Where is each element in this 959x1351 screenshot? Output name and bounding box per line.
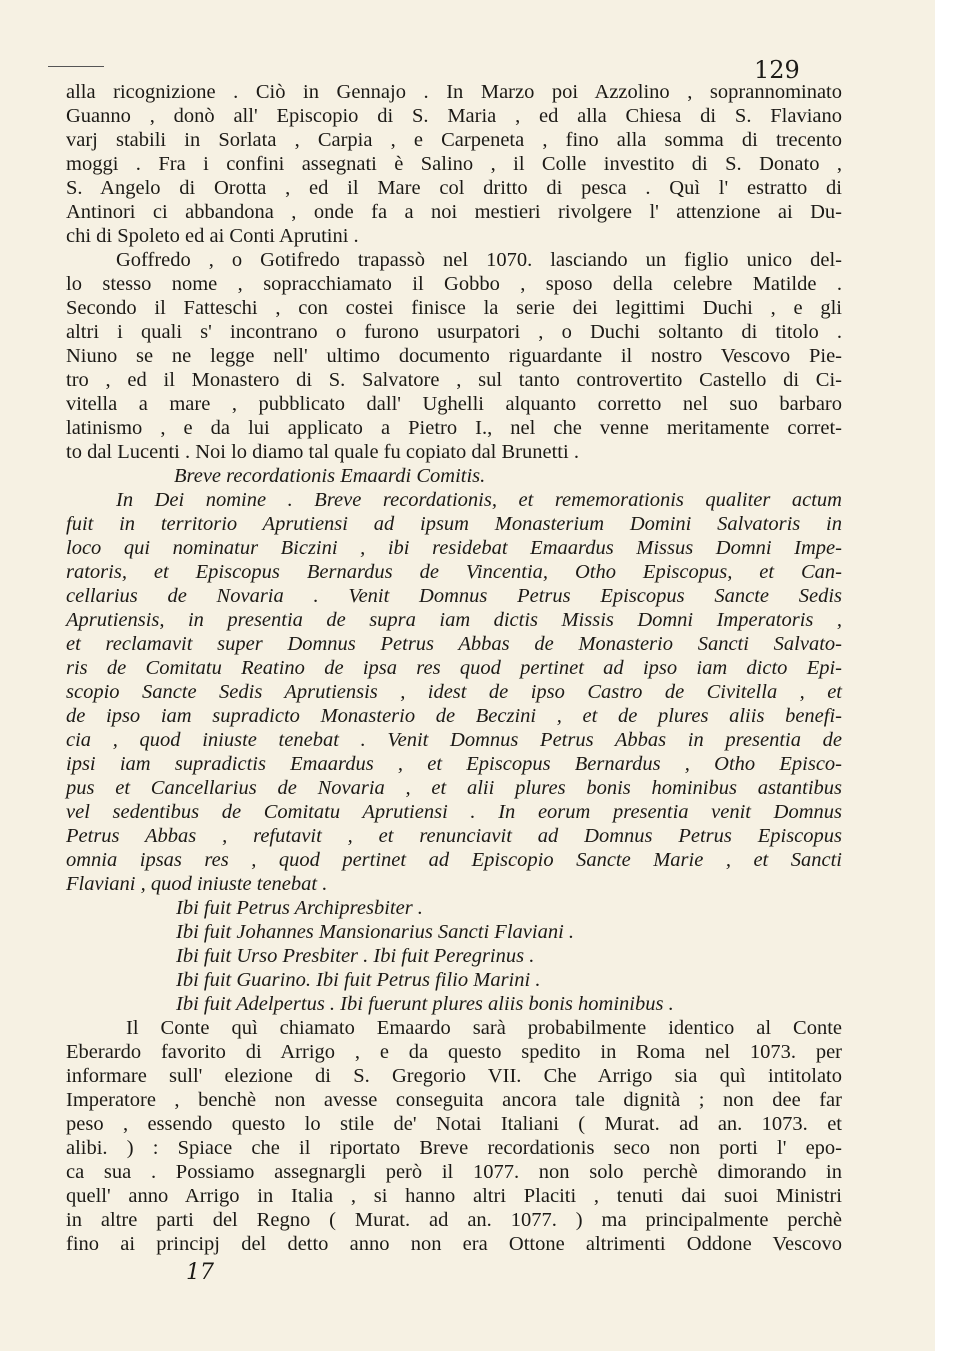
text-line: tro , ed il Monastero di S. Salvatore , sul tanto controvertito Castello di Ci- bbox=[66, 369, 842, 391]
latin-line: ratoris, et Episcopus Bernardus de Vincentia, Otho Episcopus, et Can- bbox=[66, 561, 842, 583]
document-title: Breve recordationis Emaardi Comitis. bbox=[174, 465, 486, 487]
text-line: chi di Spoleto ed ai Conti Aprutini . bbox=[66, 225, 359, 247]
witness-line: Ibi fuit Adelpertus . Ibi fuerunt plures aliis bonis hominibus . bbox=[176, 993, 674, 1015]
latin-line: loco qui nominatur Biczini , ibi residebat Emaardus Missus Domni Impe- bbox=[66, 537, 842, 559]
text-line: Niuno se ne legge nell' ultimo documento riguardante il nostro Vescovo Pie- bbox=[66, 345, 842, 367]
text-line: quell' anno Arrigo in Italia , si hanno altri Placiti , tenuti dai suoi Ministri bbox=[66, 1185, 842, 1207]
text-line: Goffredo , o Gotifredo trapassò nel 1070. lasciando un figlio unico del- bbox=[116, 249, 842, 271]
latin-line: cellarius de Novaria . Venit Domnus Petrus Episcopus Sancte Sedis bbox=[66, 585, 842, 607]
latin-line: et reclamavit super Domnus Petrus Abbas de Monasterio Sancti Salvato- bbox=[66, 633, 842, 655]
text-line: altri i quali s' incontrano o furono usurpatori , o Duchi soltanto di titolo . bbox=[66, 321, 842, 343]
witness-line: Ibi fuit Urso Presbiter . Ibi fuit Peregrinus . bbox=[176, 945, 535, 967]
latin-line: ris de Comitatu Reatino de ipsa res quod pertinet ad ipso iam dicto Epi- bbox=[66, 657, 842, 679]
text-line: peso , essendo questo lo stile de' Notai Italiani ( Murat. ad an. 1073. et bbox=[66, 1113, 842, 1135]
latin-line: fuit in territorio Aprutiensi ad ipsum Monasterium Domini Salvatoris in bbox=[66, 513, 842, 535]
latin-line: omnia ipsas res , quod pertinet ad Episcopio Sancte Marie , et Sancti bbox=[66, 849, 842, 871]
text-line: to dal Lucenti . Noi lo diamo tal quale fu copiato dal Brunetti . bbox=[66, 441, 579, 463]
latin-line: de ipso iam supradicto Monasterio de Beczini , et de plures aliis benefi- bbox=[66, 705, 842, 727]
text-line: informare sull' elezione di S. Gregorio VII. Che Arrigo sia quì intitolato bbox=[66, 1065, 842, 1087]
text-line: latinismo , e da lui applicato a Pietro I., nel che venne meritamente corret- bbox=[66, 417, 842, 439]
latin-line: In Dei nomine . Breve recordationis, et rememorationis qualiter actum bbox=[116, 489, 842, 511]
signature-mark: 17 bbox=[186, 1260, 214, 1285]
witness-line: Ibi fuit Guarino. Ibi fuit Petrus filio Marini . bbox=[176, 969, 541, 991]
body-text bbox=[66, 80, 842, 1256]
text-line: vitella a mare , pubblicato dall' Ughelli alquanto corretto nel suo barbaro bbox=[66, 393, 842, 415]
latin-line: cia , quod iniuste tenebat . Venit Domnus Petrus Abbas in presentia de bbox=[66, 729, 842, 751]
latin-line: ipsi iam supradictis Emaardus , et Episcopus Bernardus , Otho Episco- bbox=[66, 753, 842, 775]
text-line: moggi . Fra i confini assegnati è Salino , il Colle investito di S. Donato , bbox=[66, 153, 842, 175]
text-line: alibi. ) : Spiace che il riportato Breve recordationis seco non porti l' epo- bbox=[66, 1137, 842, 1159]
latin-line: vel sedentibus de Comitatu Aprutiensi . In eorum presentia venit Domnus bbox=[66, 801, 842, 823]
text-line: ca sua . Possiamo assegnargli però il 1077. non solo perchè dimorando in bbox=[66, 1161, 842, 1183]
witness-line: Ibi fuit Johannes Mansionarius Sancti Flaviani . bbox=[176, 921, 575, 943]
latin-line: scopio Sancte Sedis Aprutiensis , idest de ipso Castro de Civitella , et bbox=[66, 681, 842, 703]
witness-line: Ibi fuit Petrus Archipresbiter . bbox=[176, 897, 423, 919]
text-line: fino ai principj del detto anno non era Ottone altrimenti Oddone Vescovo bbox=[66, 1233, 842, 1255]
page-edge bbox=[935, 0, 959, 1351]
latin-line: Aprutiensis, in presentia de supra iam dictis Missis Domni Imperatoris , bbox=[66, 609, 842, 631]
text-line: Il Conte quì chiamato Emaardo sarà probabilmente identico al Conte bbox=[126, 1017, 842, 1039]
text-line: Guanno , donò all' Episcopio di S. Maria , ed alla Chiesa di S. Flaviano bbox=[66, 105, 842, 127]
text-line: varj stabili in Sorlata , Carpia , e Carpeneta , fino alla somma di trecento bbox=[66, 129, 842, 151]
text-line: in altre parti del Regno ( Murat. ad an. 1077. ) ma principalmente perchè bbox=[66, 1209, 842, 1231]
text-line: S. Angelo di Orotta , ed il Mare col dritto di pesca . Quì l' estratto di bbox=[66, 177, 842, 199]
latin-line: pus et Cancellarius de Novaria , et alii plures bonis hominibus astantibus bbox=[66, 777, 842, 799]
page-number: 129 bbox=[754, 56, 800, 84]
text-line: Imperatore , benchè non avesse conseguita ancora tale dignità ; non dee far bbox=[66, 1089, 842, 1111]
text-line: lo stesso nome , sopracchiamato il Gobbo , sposo della celebre Matilde . bbox=[66, 273, 842, 295]
text-line: Eberardo favorito di Arrigo , e da questo spedito in Roma nel 1073. per bbox=[66, 1041, 842, 1063]
latin-line: Petrus Abbas , refutavit , et renunciavit ad Domnus Petrus Episcopus bbox=[66, 825, 842, 847]
header-rule bbox=[48, 66, 104, 67]
text-line: alla ricognizione . Ciò in Gennajo . In Marzo poi Azzolino , soprannominato bbox=[66, 81, 842, 103]
latin-line: Flaviani , quod iniuste tenebat . bbox=[66, 873, 328, 895]
text-line: Secondo il Fatteschi , con costei finisce la serie dei legittimi Duchi , e gli bbox=[66, 297, 842, 319]
text-line: Antinori ci abbandona , onde fa a noi mestieri rivolgere l' attenzione ai Du- bbox=[66, 201, 842, 223]
